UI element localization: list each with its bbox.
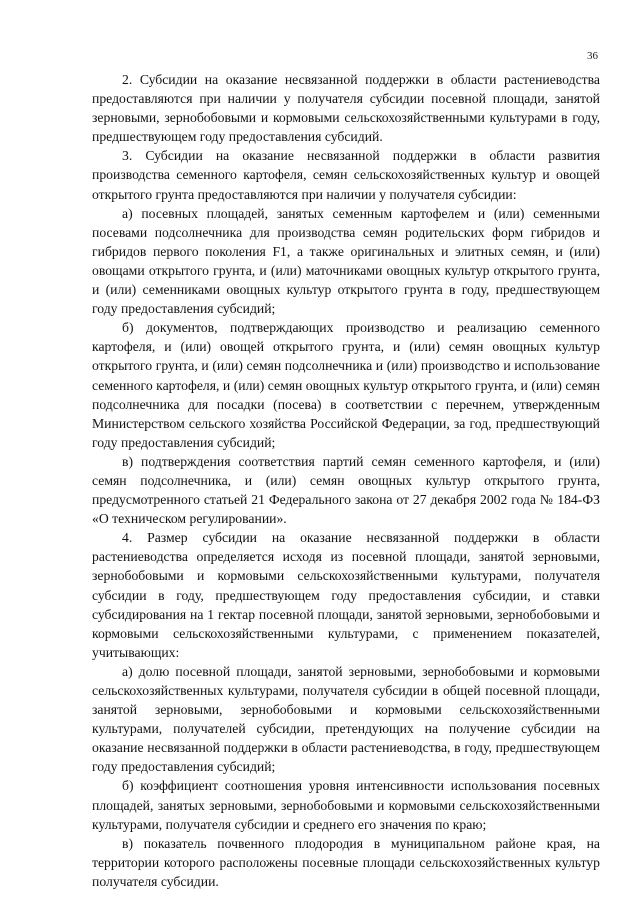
paragraph-2: 2. Субсидии на оказание несвязанной поддержки в области растениеводства предоставляются при наличии у получателя субсидии посевной площади, занятой зерновыми, зернобобовыми и кормовыми сельскохозяйственными культурами в году, предшествующем году предоставления субсидий. — [92, 72, 600, 145]
paragraph-4-v: в) показатель почвенного плодородия в муниципальном районе края, на территории которого расположены посевные площади сельскохозяйственных культур получателя субсидии. — [92, 835, 600, 889]
paragraph-4: 4. Размер субсидии на оказание несвязанной поддержки в области растениеводства определяется исходя из посевной площади, занятой зерновыми, зернобобовыми и кормовыми сельскохозяйственными культурами, получателя субсидии в году, предшествующем году предоставления субсидии, и ставки субсидирования на 1 гектар посевной площади, занятой зерновыми, зернобобовыми и кормовыми сельскохозяйственными культурами, с применением показателей, учитывающих: — [92, 530, 600, 660]
document-body — [92, 70, 600, 891]
paragraph-3-a: а) посевных площадей, занятых семенным картофелем и (или) семенными посевами подсолнечника для производства семян родительских форм гибридов и гибридов первого поколения F1, а также оригинальных и элитных семян, и (или) овощами открытого грунта, и (или) маточниками овощных культур открытого грунта, и (или) семенниками овощных культур открытого грунта в году, предшествующем году предоставления субсидий; — [92, 205, 600, 317]
paragraph-3: 3. Субсидии на оказание несвязанной поддержки в области развития производства семенного картофеля, семян сельскохозяйственных культур и овощей открытого грунта предоставляются при наличии у получателя субсидии: — [92, 148, 600, 202]
page-number: 36 — [587, 50, 598, 62]
paragraph-3-b: б) документов, подтверждающих производство и реализацию семенного картофеля, и (или) овощей открытого грунта, и (или) семян овощных культур открытого грунта, и (или) семян подсолнечника и (или) производство и использование семенного картофеля, и (или) семян овощных культур открытого грунта, и (или) семян подсолнечника для посадки (посева) в соответствии с перечнем, утвержденным Министерством сельского хозяйства Российской Федерации, за год, предшествующий году предоставления субсидий; — [92, 320, 600, 450]
paragraph-3-v: в) подтверждения соответствия партий семян семенного картофеля, и (или) семян подсолнечника, и (или) семян овощных культур открытого грунта, предусмотренного статьей 21 Федерального закона от 27 декабря 2002 года № 184-ФЗ «О техническом регулировании». — [92, 453, 600, 527]
paragraph-4-a: а) долю посевной площади, занятой зерновыми, зернобобовыми и кормовыми сельскохозяйственных культурами, получателя субсидии в общей посевной площади, занятой зерновыми, зернобобовыми и кормовыми сельскохозяйственными культурами, получателей субсидии, претендующих на получение субсидии на оказание несвязанной поддержки в области растениеводства, в году, предшествующем году предоставления субсидий; — [92, 663, 600, 775]
paragraph-4-b: б) коэффициент соотношения уровня интенсивности использования посевных площадей, занятых зерновыми, зернобобовыми и кормовыми сельскохозяйственными культурами, получателя субсидии и среднего его значения по краю; — [92, 778, 600, 832]
